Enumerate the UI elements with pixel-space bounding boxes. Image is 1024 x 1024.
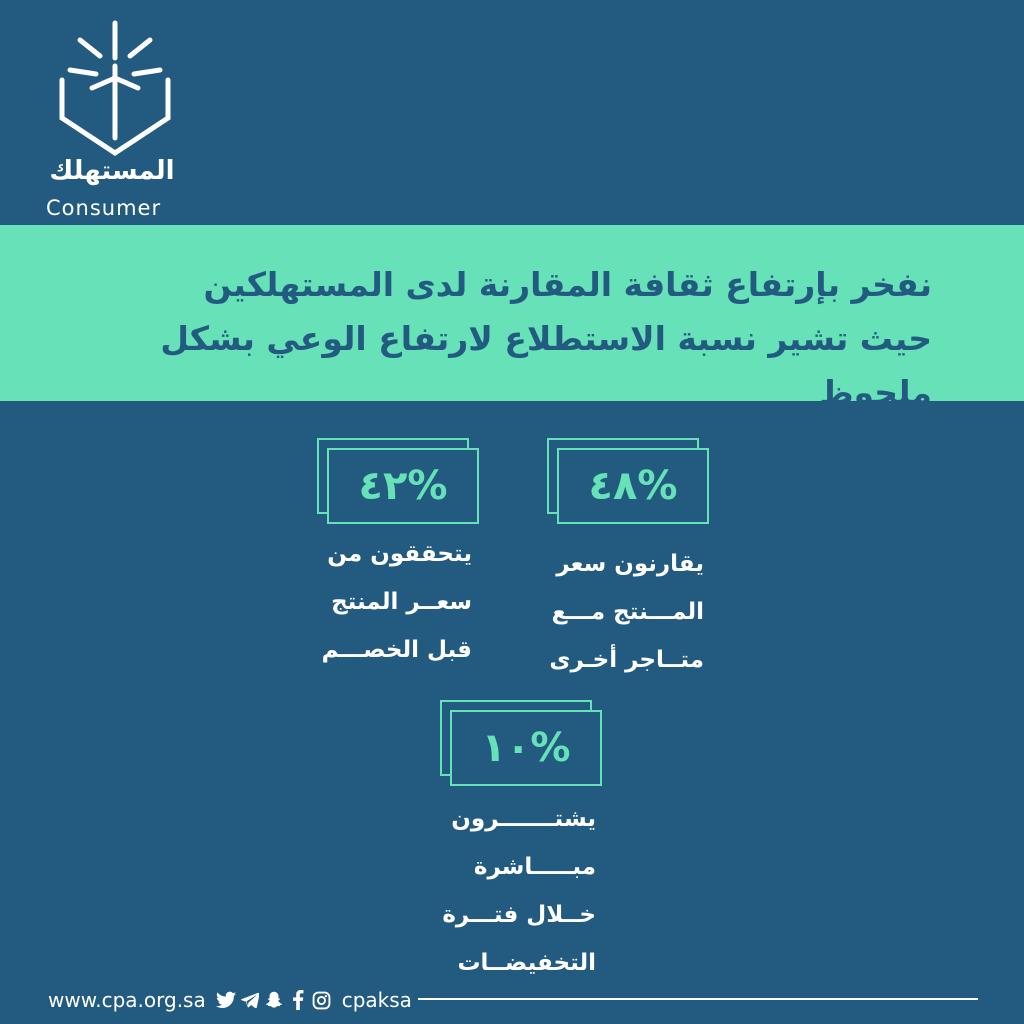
instagram-icon[interactable] [312, 990, 332, 1010]
twitter-icon[interactable] [216, 990, 236, 1010]
logo-emblem-icon [50, 18, 180, 158]
stat-frame [547, 438, 719, 526]
social-handle[interactable]: cpaksa [341, 988, 412, 1012]
logo-arabic-text: المستهلك [49, 156, 175, 186]
logo-english-text: Consumer [46, 196, 162, 220]
website-link[interactable]: www.cpa.org.sa [48, 988, 206, 1012]
stat-value: %١٠ [481, 725, 571, 771]
stat-line: التخفيضــات [457, 950, 596, 976]
stat-line: يقارنون سعر [556, 551, 704, 577]
headline-line-2: حيث تشير نسبة الاستطلاع لارتفاع الوعي بشكل ملحوظ [160, 319, 932, 412]
brand-logo [40, 18, 190, 220]
footer [48, 985, 412, 1015]
headline [52, 258, 932, 420]
stat-description [272, 530, 472, 674]
stat-line: متــاجر أخـرى [549, 647, 704, 673]
stat-line: سعــر المنتج [331, 589, 472, 615]
stat-description [504, 540, 704, 684]
footer-divider [418, 998, 978, 1000]
headline-line-1: نفخر بإرتفاع ثقافة المقارنة لدى المستهلكين [203, 265, 932, 304]
stat-frame [440, 700, 612, 788]
stat-value: %٤٨ [588, 463, 678, 509]
stat-description [396, 795, 596, 987]
stat-line: قبل الخصـــم [321, 637, 472, 663]
facebook-icon[interactable] [288, 990, 308, 1010]
snapchat-icon[interactable] [264, 990, 284, 1010]
stat-line: يتحققون من [327, 541, 472, 567]
stat-line: يشتـــــــرون [451, 806, 596, 832]
stat-value: %٤٢ [358, 463, 448, 509]
stat-frame [317, 438, 489, 526]
stat-line: خــلال فتـــرة [442, 902, 596, 928]
stat-line: مبـــــاشرة [473, 854, 596, 880]
stat-line: المـــنتج مـــع [551, 599, 704, 625]
telegram-icon[interactable] [240, 990, 260, 1010]
